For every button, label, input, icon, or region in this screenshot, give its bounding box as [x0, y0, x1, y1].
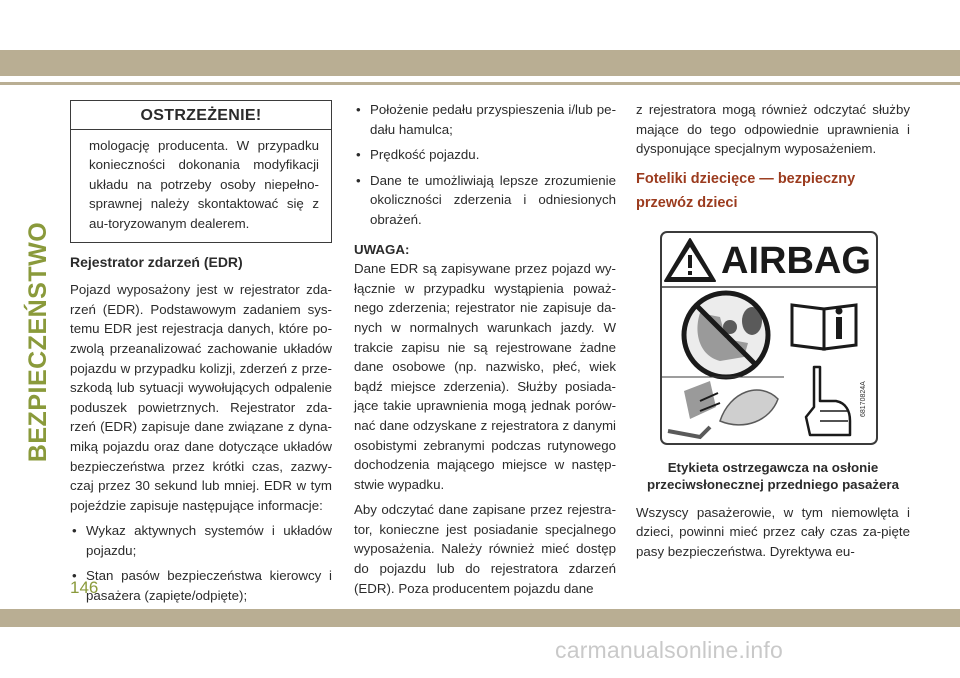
warning-title: OSTRZEŻENIE! [71, 101, 331, 130]
column-left [70, 100, 332, 612]
no-rear-facing-child-seat-icon [684, 293, 768, 377]
top-rule [0, 82, 960, 85]
airbag-warning-label-figure [660, 231, 878, 445]
warning-box [70, 100, 332, 243]
page-number: 146 [70, 578, 99, 597]
note-paragraph: Dane EDR są zapisywane przez pojazd wy-łącznie w przypadku wystąpienia poważ-nego zderzenia; rejestrator nie zapisuje da-nych w normalnych warunkach jazdy. W trakcie zapisu nie są rejestrowane żadne dane osobowe (np. nazwisko, płeć, wiek bądź miejsce zderzenia). Służby posiada-jące takie uprawnienia mogą jednak porów-nać dane odzyskane z rejestratora z danymi osobistymi zebranymi podczas rutynowego dochodzenia mającego miejsce w następ-stwie wypadku. [354, 261, 616, 492]
continued-paragraph: z rejestratora mogą również odczytać służby mające do tego odpowiednie uprawnienia i dysponujące specjalnym wyposażeniem. [636, 102, 910, 157]
bottom-band [0, 609, 960, 627]
watermark-text: carmanualsonline.info [555, 637, 783, 663]
edr-heading: Rejestrator zdarzeń (EDR) [70, 253, 243, 270]
column-middle [354, 100, 616, 604]
edr-bullet-list-2 [354, 100, 616, 230]
airbag-label-illustration [660, 231, 878, 445]
column-right [636, 100, 910, 568]
edr-bullet-list-1 [70, 521, 332, 605]
list-item: • Prędkość pojazdu. [354, 145, 616, 165]
airbag-label-text: AIRBAG [721, 239, 871, 282]
figure-caption: Etykieta ostrzegawcza na osłonie przeciwsłonecznej przedniego pasażera [647, 459, 899, 492]
readout-paragraph: Aby odczytać dane zapisane przez rejestra-tor, konieczne jest posiadanie specjalnego wyposażenia. Należy również mieć dostęp do pojazdu lub do rejestratora zdarzeń (EDR). Poza producentem pojazdu dane [354, 502, 616, 596]
warning-text: mologację producenta. W przypadku konieczności dokonania modyfikacji układu na potrzeby osoby niepełno-sprawnej należy skontaktować się z au-toryzowanym dealerem. [89, 137, 319, 231]
list-item: • Położenie pedału przyspieszenia i/lub pe-dału hamulca; [354, 100, 616, 139]
child-seats-heading: Foteliki dziecięce — bezpieczny przewóz dzieci [636, 170, 856, 211]
list-item: • Stan pasów bezpieczeństwa kierowcy i pasażera (zapięte/odpięte); [70, 566, 332, 605]
list-item: • Wykaz aktywnych systemów i układów pojazdu; [70, 521, 332, 560]
section-side-label: BEZPIECZEŃSTWO [23, 221, 52, 463]
top-band [0, 50, 960, 76]
note-heading: UWAGA: [354, 241, 410, 257]
list-item: • Dane te umożliwiają lepsze zrozumienie okoliczności zderzenia i odniesionych obrażeń. [354, 171, 616, 230]
read-manual-icon [784, 297, 868, 357]
label-part-code: 68170824A [860, 380, 867, 417]
child-seats-paragraph: Wszyscy pasażerowie, w tym niemowlęta i dzieci, powinni mieć przez cały czas za-pięte pasy bezpieczeństwa. Dyrektywa eu- [636, 504, 910, 559]
edr-intro-paragraph: Pojazd wyposażony jest w rejestrator zda-rzeń (EDR). Podstawowym zadaniem sys-temu EDR jest rejestracja danych, które po-zwolą przeanalizować zachowanie układów pojazdu w przypadku kolizji, zderzeń z prze-szkodą lub sytuacji wywołujących odpalenie poduszek powietrznych. Rejestrator zda-rzeń (EDR) zapisuje dane związane z dyna-miką pojazdu oraz dane dotyczące układów bezpieczeństwa przez krótki czas, zazwy-czaj przez 30 sekund lub mniej. EDR w tym pojeździe zapisuje następujące informacje: [70, 282, 332, 513]
